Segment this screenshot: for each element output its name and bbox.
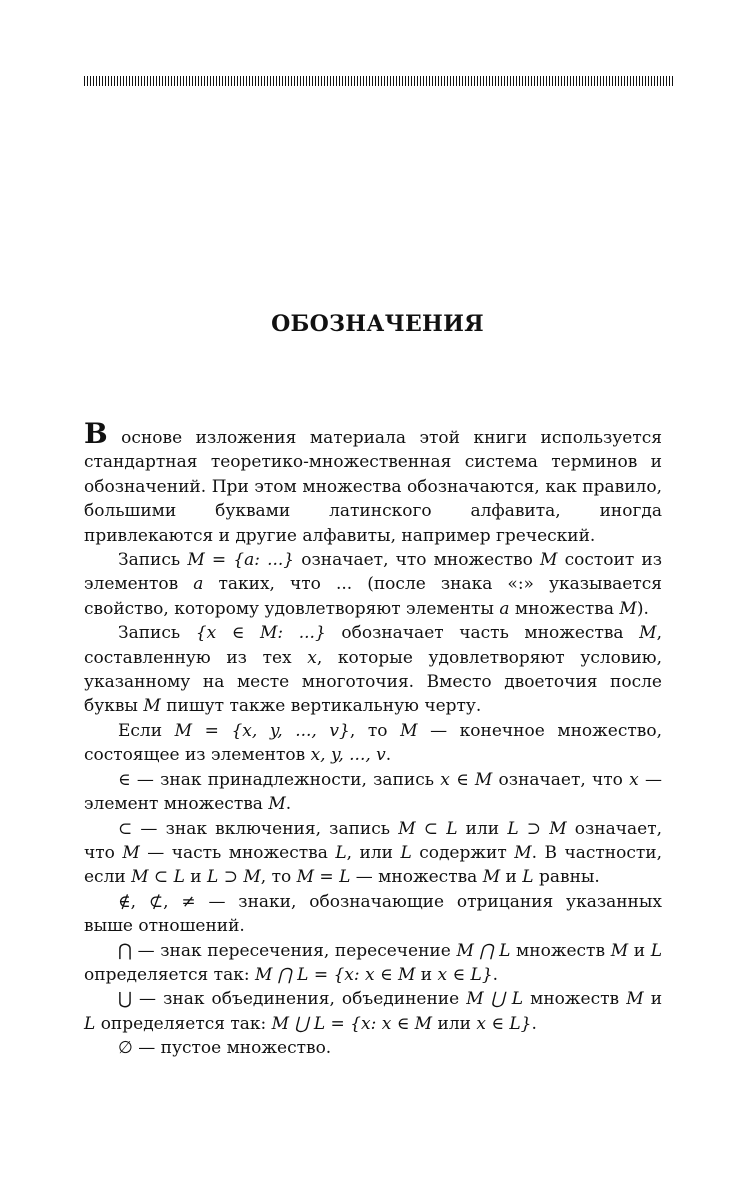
formula: M ⋃ L = {x: x ∈ M [271,1013,433,1034]
text-run: — знаки, обозначающие отрицания указанных выше отношений. [84,891,663,937]
negation-paragraph [84,890,662,939]
text-run: — элемент множества [84,769,662,815]
text-run: означает, что [84,818,662,863]
empty-set-symbol: ∅ [118,1038,133,1059]
text-run: и [500,867,523,888]
intro-text: основе изложения материала этой книги используется стандартная теоретико-множественная система терминов и обозначений. При этом множества обозначаются, как правило, большими буквами латинского алфавита, иногда привлекаются и другие алфавиты, например греческий. [84,428,662,546]
text-run: . [531,1013,537,1034]
formula: M [639,623,657,644]
text-run: . В частности, если [84,842,662,888]
formula: M = L [296,867,351,888]
empty-set-paragraph [84,1036,662,1060]
formula: M [268,794,286,815]
inclusion-paragraph [84,817,662,890]
formula: M = {a: ...} [187,550,295,571]
formula: M ⋂ L [456,940,511,961]
text-run: ). [636,598,649,619]
text-run: , или [346,842,401,863]
text-run: , то [260,867,297,888]
intersection-symbol: ⋂ [118,940,132,961]
formula: L [335,842,347,863]
text-run: множеств [510,940,611,961]
formula: L [522,867,534,888]
record-paragraph [84,548,662,621]
text-run: множеств [523,989,627,1010]
text-run: и [643,989,663,1010]
formula: {x ∈ M: ...} [195,623,326,644]
text-run: Если [118,720,175,741]
intro-paragraph [84,417,662,548]
text-run: — знак объединения, объединение [131,989,467,1010]
text-run: , составленную из тех [84,623,662,668]
formula: L [650,940,663,961]
text-run: и [415,964,438,985]
formula: L [400,842,412,863]
formula: L ⊃ M [507,818,567,839]
formula: a [193,574,204,595]
text-run: состоит из элементов [84,550,662,595]
header-decorative-rule [84,76,674,86]
formula: M [540,550,558,571]
text-run: — знак пересечения, пересечение [131,940,457,961]
negation-symbols: ∉, ⊄, ≠ [118,891,196,912]
text-run: означает, что множество [294,550,541,571]
formula: x [629,769,639,790]
text-run: и [184,867,208,888]
formula: M ⋃ L [466,989,524,1010]
formula: M ⊂ L [131,867,185,888]
formula: L ⊃ M [207,867,261,888]
formula: M [619,598,637,619]
text-run: — конечное множество, состоящее из элементов [84,720,663,766]
text-run: множества [509,598,620,619]
formula: M ⋂ L = {x: x ∈ M [254,964,416,985]
formula: M [143,696,161,717]
formula: x ∈ M [440,769,493,790]
notation-body [84,417,663,1061]
text-run: или [457,818,508,839]
intersection-paragraph [84,939,662,988]
text-run: . [385,745,392,766]
text-run: и [628,940,651,961]
text-run: Запись [118,550,188,571]
text-run: — множества [350,867,483,888]
union-symbol: ⋃ [118,989,132,1010]
subset-record-paragraph [84,621,662,719]
formula: x ∈ L} [437,964,493,985]
formula: x, y, ..., v [310,745,386,766]
subset-symbol: ⊂ [118,818,133,839]
union-paragraph [84,987,662,1036]
text-run: — пустое множество. [132,1038,332,1059]
text-run: или [432,1013,477,1034]
text-run: — знак включения, запись [132,818,399,839]
finite-set-paragraph [84,719,662,768]
text-run: — часть множества [139,842,336,863]
element-of-symbol: ∈ [118,769,131,790]
element-of-paragraph [84,768,662,817]
text-run: . [492,964,499,985]
formula: M [626,989,644,1010]
formula: M [122,842,140,863]
text-run: , то [349,720,401,741]
text-run: пишут также вертикальную черту. [160,696,482,717]
text-run: означает, что [492,769,630,790]
formula: x [307,647,317,668]
formula: M [400,720,418,741]
text-run: — знак принадлежности, запись [130,769,441,790]
formula: M [514,842,532,863]
text-run: , которые удовлетворяют условию, указанному на месте многоточия. Вместо двоеточия после буквы [84,647,662,717]
formula: M [610,940,629,961]
formula: a [499,598,510,619]
formula: L [84,1013,96,1034]
page-title: ОБОЗНАЧЕНИЯ [271,310,484,337]
formula: x ∈ L} [476,1013,532,1034]
formula: M [482,867,501,888]
text-run: определяется так: [95,1013,272,1034]
text-run: Запись [118,623,196,644]
text-run: содержит [411,842,515,863]
text-run: таких, что ... (после знака «:» указывается свойство, которому удовлетворяют элементы [84,574,662,619]
text-run: обозначает часть множества [325,623,640,644]
text-run: . [285,794,292,815]
text-run: равны. [533,867,600,888]
text-run: определяется так: [84,964,255,985]
formula: M = {x, y, ..., v} [174,720,350,741]
drop-cap-letter: В [84,417,108,450]
formula: M ⊂ L [398,818,458,839]
